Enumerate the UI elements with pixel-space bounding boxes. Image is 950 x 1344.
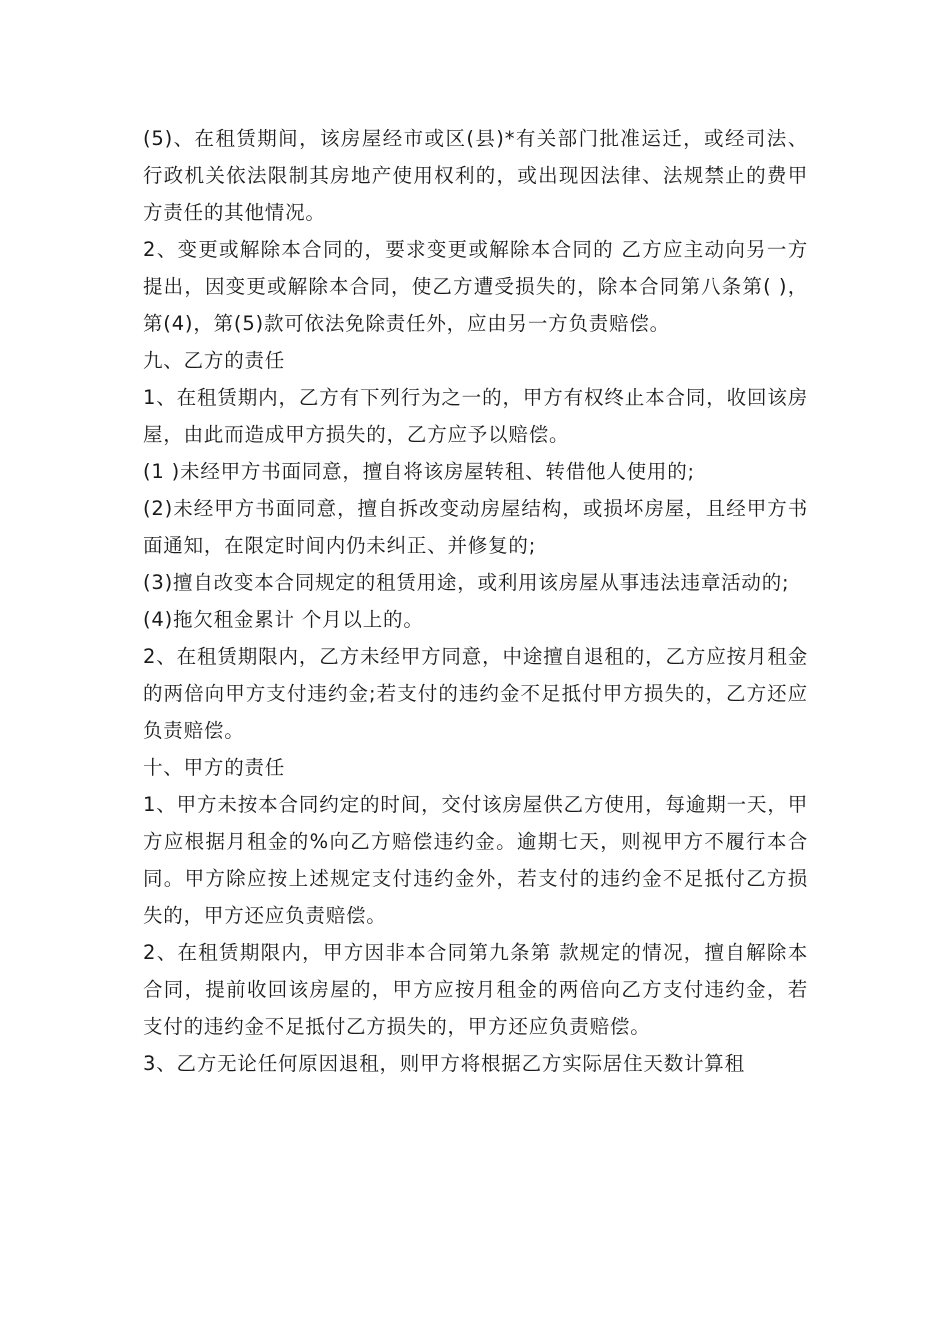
paragraph-early-termination-party-a: 2、在租赁期限内，甲方因非本合同第九条第 款规定的情况，擅自解除本合同，提前收回该房屋的，甲方应按月租金的两倍向乙方支付违约金，若支付的违约金不足抵付乙方损失的，甲方还应负责赔偿。 <box>143 941 808 1038</box>
paragraph-clause-5: (5)、在租赁期间，该房屋经市或区(县)*有关部门批准运迁，或经司法、行政机关依法限制其房地产使用权利的，或出现因法律、法规禁止的费甲方责任的其他情况。 <box>143 127 808 224</box>
paragraph-party-b-breach: 1、在租赁期内，乙方有下列行为之一的，甲方有权终止本合同，收回该房屋，由此而造成甲方损失的，乙方应予以赔偿。 <box>143 386 808 446</box>
document-body <box>143 120 808 1082</box>
section-heading-party-a-liability: 十、甲方的责任 <box>143 756 286 779</box>
list-item-alter-structure: (2)未经甲方书面同意，擅自拆改变动房屋结构，或损坏房屋，且经甲方书面通知，在限定时间内仍未纠正、并修复的; <box>143 497 808 557</box>
list-item-rent-arrears: (4)拖欠租金累计 个月以上的。 <box>143 608 424 631</box>
section-heading-party-b-liability: 九、乙方的责任 <box>143 349 286 372</box>
paragraph-rent-calculation: 3、乙方无论任何原因退租，则甲方将根据乙方实际居住天数计算租 <box>143 1052 745 1075</box>
list-item-change-use: (3)擅自改变本合同规定的租赁用途，或利用该房屋从事违法违章活动的; <box>143 571 790 594</box>
paragraph-change-or-terminate: 2、变更或解除本合同的，要求变更或解除本合同的 乙方应主动向另一方提出，因变更或解除本合同，使乙方遭受损失的，除本合同第八条第( )，第(4)，第(5)款可依法免除责任外，应由另一方负责赔偿。 <box>143 238 808 335</box>
paragraph-early-termination-party-b: 2、在租赁期限内，乙方未经甲方同意，中途擅自退租的，乙方应按月租金的两倍向甲方支付违约金;若支付的违约金不足抵付甲方损失的，乙方还应负责赔偿。 <box>143 645 808 742</box>
paragraph-late-delivery: 1、甲方未按本合同约定的时间，交付该房屋供乙方使用，每逾期一天，甲方应根据月租金的%向乙方赔偿违约金。逾期七天，则视甲方不履行本合同。甲方除应按上述规定支付违约金外，若支付的违约金不足抵付乙方损失的，甲方还应负责赔偿。 <box>143 793 808 927</box>
list-item-sublet: (1 )未经甲方书面同意，擅自将该房屋转租、转借他人使用的; <box>143 460 695 483</box>
